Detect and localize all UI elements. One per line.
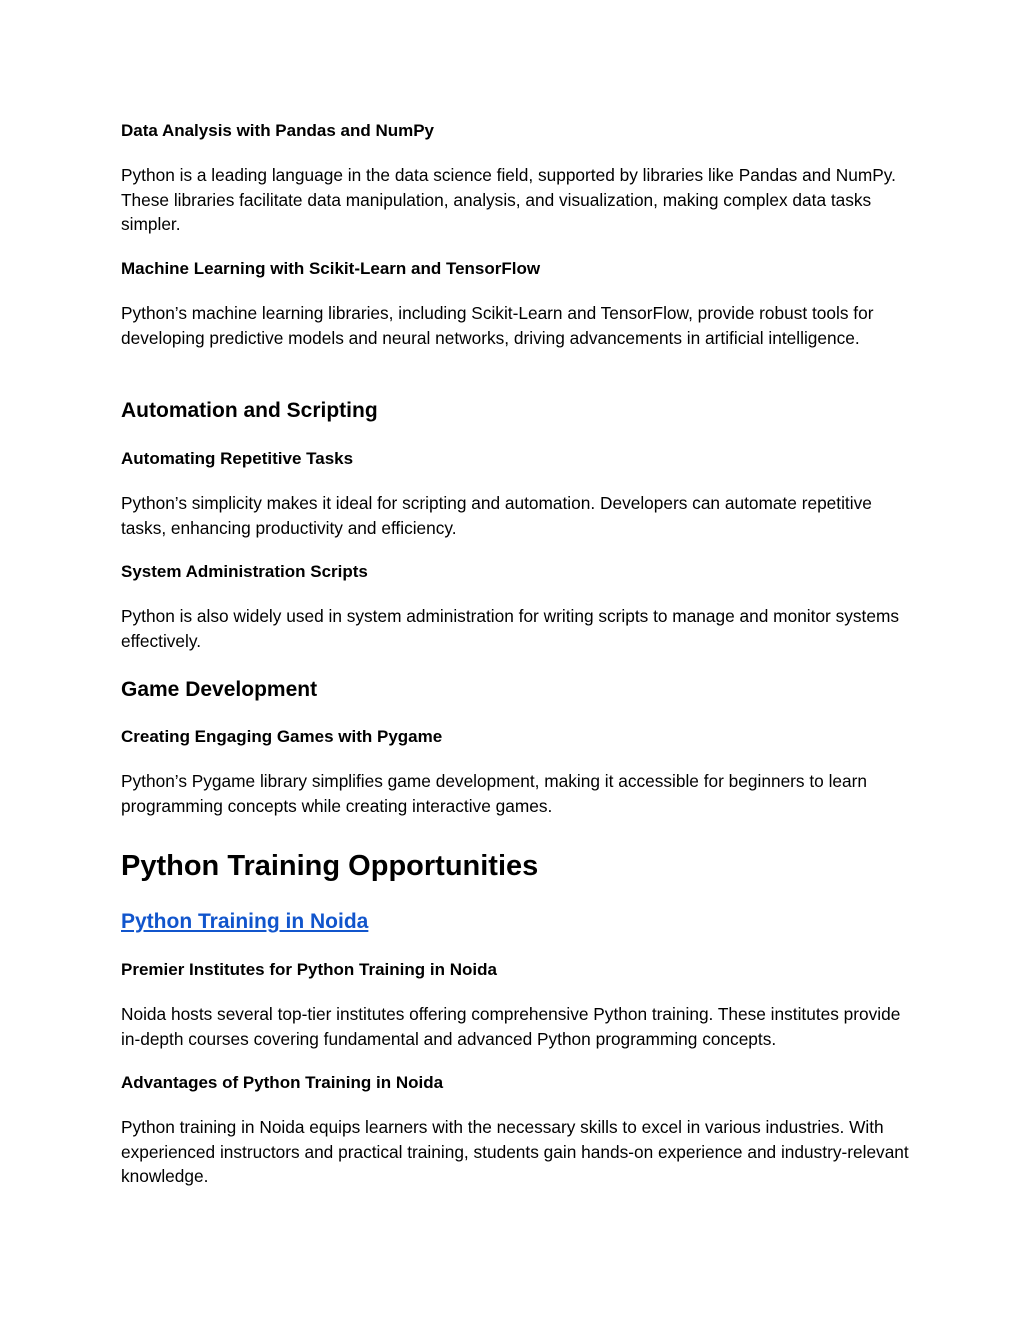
heading-system-administration: System Administration Scripts: [121, 562, 368, 581]
paragraph-premier-institutes: Noida hosts several top-tier institutes offering comprehensive Python training. These institutes provide in-depth courses covering fundamental and advanced Python programming concepts.: [121, 1004, 901, 1049]
heading-premier-institutes: Premier Institutes for Python Training in Noida: [121, 960, 497, 979]
paragraph-machine-learning: Python’s machine learning libraries, including Scikit-Learn and TensorFlow, provide robust tools for developing predictive models and neural networks, driving advancements in artificial intelligence.: [121, 303, 874, 348]
paragraph-pygame: Python’s Pygame library simplifies game development, making it accessible for beginners to learn programming concepts while creating interactive games.: [121, 771, 868, 816]
paragraph-advantages: Python training in Noida equips learners with the necessary skills to excel in various industries. With experienced instructors and practical training, students gain hands-on experience and industry-relevant knowledge.: [121, 1117, 909, 1186]
heading-data-analysis: Data Analysis with Pandas and NumPy: [121, 121, 435, 140]
heading-automation-scripting: Automation and Scripting: [121, 399, 378, 422]
heading-pygame: Creating Engaging Games with Pygame: [121, 727, 443, 746]
heading-training-opportunities: Python Training Opportunities: [121, 850, 539, 882]
heading-game-development: Game Development: [121, 678, 318, 701]
heading-automating-tasks: Automating Repetitive Tasks: [121, 449, 354, 468]
heading-machine-learning: Machine Learning with Scikit-Learn and TensorFlow: [121, 259, 541, 278]
paragraph-data-analysis: Python is a leading language in the data science field, supported by libraries like Pandas and NumPy. These libraries facilitate data manipulation, analysis, and visualization, making complex data tasks simpler.: [121, 165, 896, 234]
paragraph-automating-tasks: Python’s simplicity makes it ideal for scripting and automation. Developers can automate repetitive tasks, enhancing productivity and efficiency.: [121, 493, 872, 538]
heading-training-noida: [121, 909, 911, 935]
link-python-training-noida[interactable]: Python Training in Noida: [121, 910, 369, 933]
paragraph-system-administration: Python is also widely used in system administration for writing scripts to manage and monitor systems effectively.: [121, 606, 899, 651]
heading-advantages: Advantages of Python Training in Noida: [121, 1073, 444, 1092]
